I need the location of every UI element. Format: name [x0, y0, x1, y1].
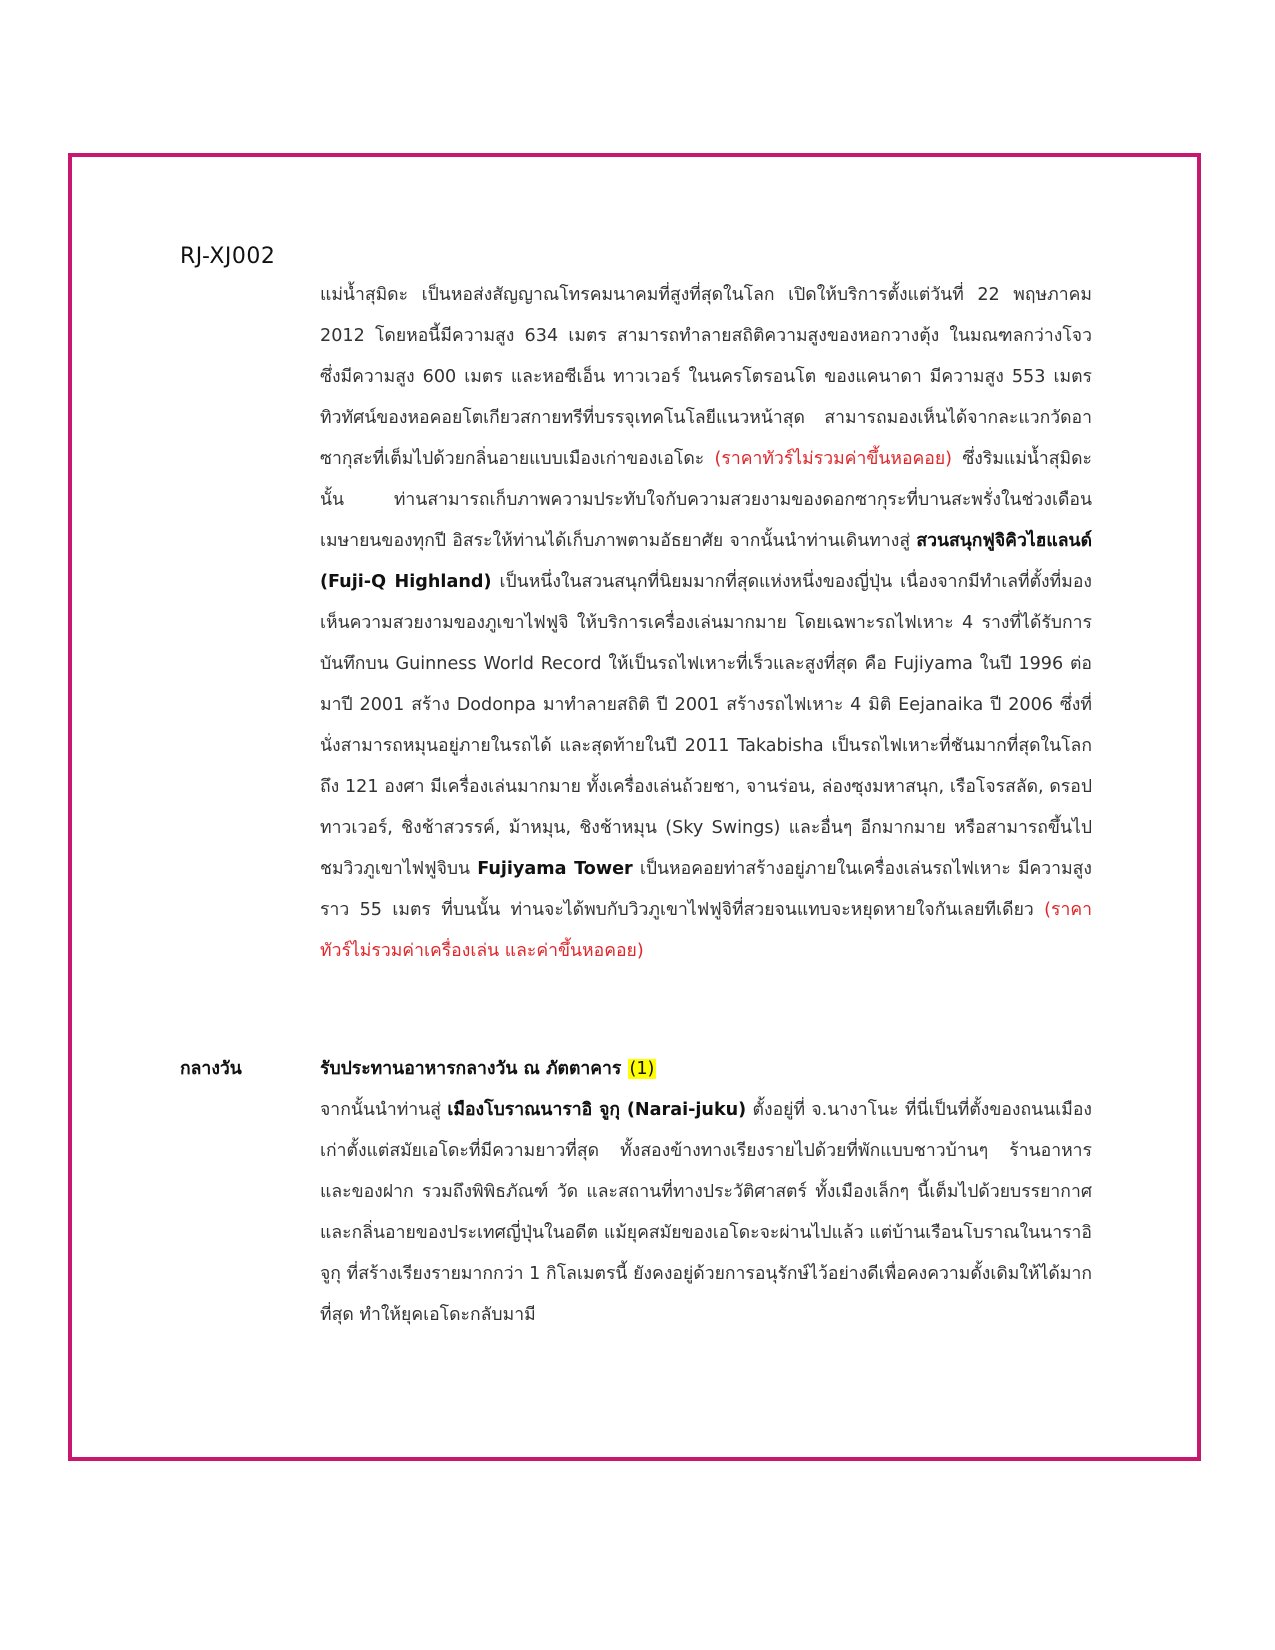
meal-number-badge: (1)	[629, 1059, 655, 1079]
tour-code: RJ-XJ002	[180, 244, 276, 269]
price-note-tower: (ราคาทัวร์ไม่รวมค่าขึ้นหอคอย)	[714, 449, 953, 469]
meal-time-label: กลางวัน	[180, 1059, 242, 1079]
narai-lead: จากนั้นนำท่านสู่	[320, 1100, 448, 1120]
lunch-text: รับประทานอาหารกลางวัน ณ ภัตตาคาร	[320, 1059, 628, 1079]
narai-description: ตั้งอยู่ที่ จ.นางาโนะ ที่นี่เป็นที่ตั้งของถนนเมืองเก่าตั้งแต่สมัยเอโดะที่มีความยาวที่สุด ทั้งสองข้างทางเรียงรายไปด้วยที่พักแบบชาวบ้านๆ ร้านอาหาร และของฝาก รวมถึงพิพิธภัณฑ์ วัด และสถานที่ทางประวัติศาสตร์ ทั้งเมืองเล็กๆ นี้เต็มไปด้วยบรรยากาศ และกลิ่นอายของประเทศญี่ปุ่นในอดีต แม้ยุคสมัยของเอโดะจะผ่านไปแล้ว แต่บ้านเรือนโบราณในนาราอิ จูกุ ที่สร้างเรียงรายมากกว่า 1 กิโลเมตรนี้ ยังคงอยู่ด้วยการอนุรักษ์ไว้อย่างดีเพื่อคงความดั้งเดิมให้ได้มากที่สุด ทำให้ยุคเอโดะกลับมามี	[320, 1100, 1092, 1325]
fujiyama-tower-name: Fujiyama Tower	[477, 859, 633, 879]
tower-description: เป็นหอคอยท่าสร้างอยู่ภายในเครื่องเล่นรถไฟเหาะ มีความสูงราว 55 เมตร ที่บนนั้น ท่านจะได้พบกับวิวภูเขาไฟฟูจิที่สวยจนแทบจะหยุดหายใจกันเลยทีเดียว	[320, 859, 1092, 920]
narai-place-en: (Narai-juku)	[620, 1100, 747, 1120]
park-name-en: (Fuji-Q Highland)	[320, 572, 492, 592]
attraction-paragraph	[320, 275, 1092, 972]
intro-text: แม่น้ำสุมิดะ เป็นหอส่งสัญญาณโทรคมนาคมที่สูงที่สุดในโลก เปิดให้บริการตั้งแต่วันที่ 22 พฤษภาคม 2012 โดยหอนี้มีความสูง 634 เมตร สามารถทำลายสถิติความสูงของหอกวางตุ้ง ในมณฑลกว่างโจว ซึ่งมีความสูง 600 เมตร และหอซีเอ็น ทาวเวอร์ ในนครโตรอนโต ของแคนาดา มีความสูง 553 เมตร ทิวทัศน์ของหอคอยโตเกียวสกายทรีที่บรรจุเทคโนโลยีแนวหน้าสุด สามารถมองเห็นได้จากละแวกวัดอาซากุสะที่เต็มไปด้วยกลิ่นอายแบบเมืองเก่าของเอโดะ	[320, 285, 1092, 469]
narai-place-name: เมืองโบราณนาราอิ จูกุ	[447, 1100, 621, 1120]
sakura-text: ซึ่งริมแม่น้ำสุมิดะนั้น ท่านสามารถเก็บภาพความประทับใจกับความสวยงามของดอกซากุระที่บานสะพรั่งในช่วงเดือนเมษายนของทุกปี อิสระให้ท่านได้เก็บภาพตามอัธยาศัย จากนั้นนำท่านเดินทางสู่	[320, 449, 1092, 551]
price-note-rides: (ราคาทัวร์ไม่รวมค่าเครื่องเล่น และค่าขึ้นหอคอย)	[320, 900, 1092, 961]
narai-paragraph	[320, 1090, 1092, 1336]
park-description: เป็นหนึ่งในสวนสนุกที่นิยมมากที่สุดแห่งหนึ่งของญี่ปุ่น เนื่องจากมีทำเลที่ตั้งที่มองเห็นความสวยงามของภูเขาไฟฟูจิ ให้บริการเครื่องเล่นมากมาย โดยเฉพาะรถไฟเหาะ 4 รางที่ได้รับการบันทึกบน Guinness World Record ให้เป็นรถไฟเหาะที่เร็วและสูงที่สุด คือ Fujiyama ในปี 1996 ต่อมาปี 2001 สร้าง Dodonpa มาทำลายสถิติ ปี 2001 สร้างรถไฟเหาะ 4 มิติ Eejanaika ปี 2006 ซึ่งที่นั่งสามารถหมุนอยู่ภายในรถได้ และสุดท้ายในปี 2011 Takabisha เป็นรถไฟเหาะที่ชันมากที่สุดในโลกถึง 121 องศา มีเครื่องเล่นมากมาย ทั้งเครื่องเล่นถ้วยชา, จานร่อน, ล่องซุงมหาสนุก, เรือโจรสลัด, ดรอปทาวเวอร์, ชิงช้าสวรรค์, ม้าหมุน, ชิงช้าหมุน (Sky Swings) และอื่นๆ อีกมากมาย หรือสามารถขึ้นไปชมวิวภูเขาไฟฟูจิบน	[320, 572, 1092, 879]
lunch-line	[320, 1049, 656, 1090]
park-name: สวนสนุกฟูจิคิวไฮแลนด์	[916, 531, 1092, 551]
